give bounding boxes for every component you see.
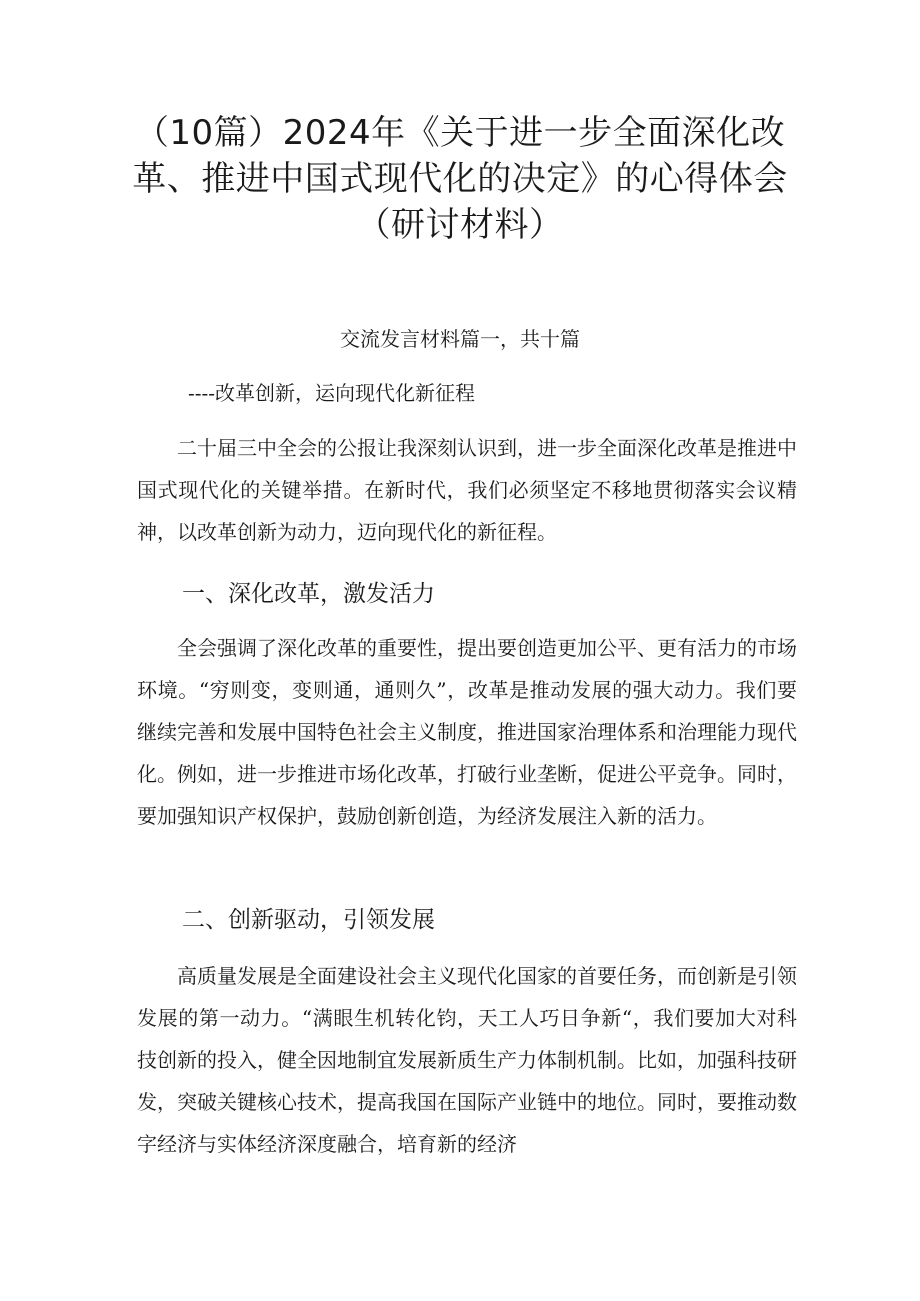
document-title: （10篇）2024年《关于进一步全面深化改革、推进中国式现代化的决定》的心得体会（研讨材料） [132,113,788,245]
section-2-heading: 二、创新驱动，引领发展 [182,907,435,933]
intro-paragraph: 二十届三中全会的公报让我深刻认识到，进一步全面深化改革是推进中国式现代化的关键举措。在新时代，我们必须坚定不移地贯彻落实会议精神，以改革创新为动力，迈向现代化的新征程。 [137,436,797,544]
section-1-heading: 一、深化改革，激发活力 [182,581,435,607]
document-subtitle: 交流发言材料篇一，共十篇 [340,327,580,351]
section-1-body: 全会强调了深化改革的重要性，提出要创造更加公平、更有活力的市场环境。“穷则变，变则通，通则久”，改革是推动发展的强大动力。我们要继续完善和发展中国特色社会主义制度，推进国家治理体系和治理能力现代化。例如，进一步推进市场化改革，打破行业垄断，促进公平竞争。同时，要加强知识产权保护，鼓励创新创造，为经济发展注入新的活力。 [137,636,797,828]
document-tagline: ----改革创新，运向现代化新征程 [188,381,476,405]
section-2-body: 高质量发展是全面建设社会主义现代化国家的首要任务，而创新是引领发展的第一动力。“满眼生机转化钧，天工人巧日争新“，我们要加大对科技创新的投入，健全因地制宜发展新质生产力体制机制。比如，加强科技研发，突破关键核心技术，提高我国在国际产业链中的地位。同时，要推动数字经济与实体经济深度融合，培育新的经济 [137,964,797,1156]
